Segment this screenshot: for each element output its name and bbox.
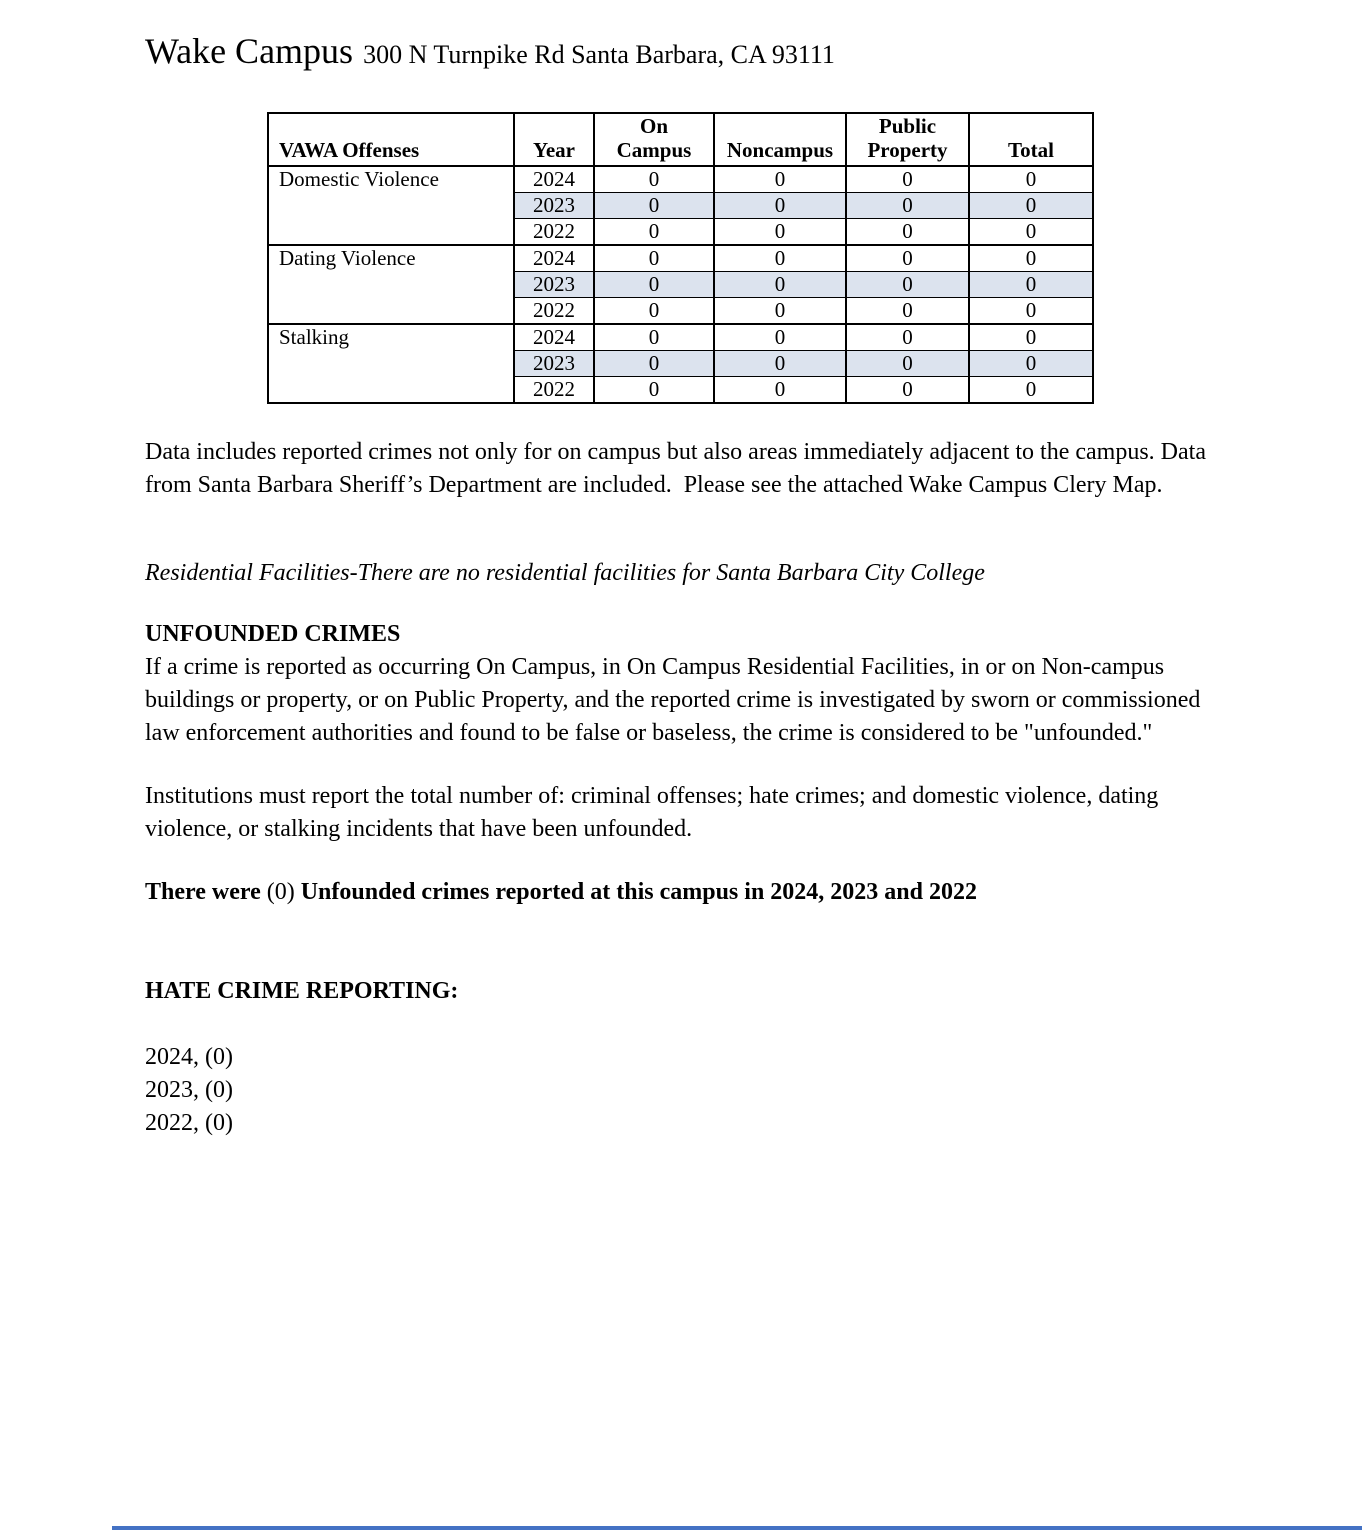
statement-prefix: There were xyxy=(145,879,267,906)
vawa-table-header xyxy=(268,113,1093,166)
table-cell: 0 xyxy=(846,377,969,404)
table-cell: 0 xyxy=(846,166,969,193)
table-cell: 0 xyxy=(969,272,1093,298)
offense-cell-stalking: Stalking xyxy=(268,324,514,403)
unfounded-crimes-paragraph: If a crime is reported as occurring On Campus, in On Campus Residential Facilities, in or on Non-campus buildings or property, or on Public Property, and the reported crime is investigated by sworn or commissioned law enforcement authorities and found to be false or baseless, the crime is considered to be "unfounded." xyxy=(145,654,1207,747)
institutions-report-paragraph: Institutions must report the total number of: criminal offenses; hate crimes; and domestic violence, dating violence, or stalking incidents that have been unfounded. xyxy=(145,783,1165,843)
table-cell: 0 xyxy=(969,245,1093,272)
hate-crime-year-line: 2022, (0) xyxy=(145,1110,233,1137)
unfounded-statement xyxy=(145,876,1217,909)
column-header-on-campus: On Campus xyxy=(594,113,714,166)
table-cell: 2022 xyxy=(514,219,594,246)
table-cell: 2024 xyxy=(514,166,594,193)
hate-crime-years-list xyxy=(145,1041,1217,1140)
clipped-bottom-rule xyxy=(112,1526,1362,1530)
column-header-noncampus: Noncampus xyxy=(714,113,846,166)
table-row xyxy=(268,245,1093,272)
table-cell: 0 xyxy=(969,351,1093,377)
table-cell: 0 xyxy=(594,245,714,272)
table-cell: 0 xyxy=(714,351,846,377)
table-cell: 0 xyxy=(714,166,846,193)
table-cell: 2022 xyxy=(514,298,594,325)
table-cell: 0 xyxy=(969,298,1093,325)
unfounded-crimes-section xyxy=(145,618,1217,750)
table-cell: 0 xyxy=(969,193,1093,219)
table-cell: 0 xyxy=(714,298,846,325)
data-note-paragraph: Data includes reported crimes not only for on campus but also areas immediately adjacent to the campus. Data from Santa Barbara Sheriff’s Department are included. Please see the attached Wake Campus Clery Map. xyxy=(145,439,1212,499)
table-cell: 0 xyxy=(714,193,846,219)
table-cell: 0 xyxy=(969,377,1093,404)
table-row xyxy=(268,324,1093,351)
table-cell: 2023 xyxy=(514,272,594,298)
hate-crime-year-line: 2023, (0) xyxy=(145,1077,233,1104)
campus-name: Wake Campus xyxy=(145,31,354,71)
table-row xyxy=(268,166,1093,193)
table-cell: 0 xyxy=(846,245,969,272)
table-cell: 0 xyxy=(594,193,714,219)
hate-crime-reporting-heading: HATE CRIME REPORTING: xyxy=(145,978,459,1005)
table-cell: 2023 xyxy=(514,193,594,219)
table-cell: 0 xyxy=(846,298,969,325)
table-cell: 0 xyxy=(714,219,846,246)
column-header-year: Year xyxy=(514,113,594,166)
table-cell: 0 xyxy=(594,377,714,404)
table-cell: 0 xyxy=(594,219,714,246)
table-cell: 0 xyxy=(846,219,969,246)
hate-crime-year-line: 2024, (0) xyxy=(145,1044,233,1071)
table-cell: 0 xyxy=(594,324,714,351)
table-cell: 0 xyxy=(846,193,969,219)
table-cell: 0 xyxy=(969,324,1093,351)
table-cell: 0 xyxy=(969,166,1093,193)
campus-address: 300 N Turnpike Rd Santa Barbara, CA 93111 xyxy=(363,40,835,69)
offense-cell-domestic-violence: Domestic Violence xyxy=(268,166,514,245)
table-cell: 0 xyxy=(594,351,714,377)
statement-suffix: Unfounded crimes reported at this campus in 2024, 2023 and 2022 xyxy=(294,879,977,906)
table-cell: 2024 xyxy=(514,324,594,351)
column-header-public-property: Public Property xyxy=(846,113,969,166)
offense-cell-dating-violence: Dating Violence xyxy=(268,245,514,324)
table-cell: 0 xyxy=(846,324,969,351)
table-cell: 2022 xyxy=(514,377,594,404)
column-header-total: Total xyxy=(969,113,1093,166)
table-cell: 0 xyxy=(846,351,969,377)
table-cell: 0 xyxy=(594,298,714,325)
table-cell: 0 xyxy=(594,272,714,298)
table-cell: 0 xyxy=(969,219,1093,246)
vawa-offenses-table xyxy=(267,112,1094,404)
residential-facilities-note: Residential Facilities-There are no residential facilities for Santa Barbara City College xyxy=(145,560,985,587)
table-cell: 2023 xyxy=(514,351,594,377)
table-cell: 0 xyxy=(714,377,846,404)
statement-count: (0) xyxy=(266,879,295,906)
page-title xyxy=(145,30,1217,72)
table-cell: 0 xyxy=(714,245,846,272)
table-cell: 0 xyxy=(714,272,846,298)
table-cell: 0 xyxy=(594,166,714,193)
column-header-vawa-offenses: VAWA Offenses xyxy=(268,113,514,166)
table-cell: 0 xyxy=(714,324,846,351)
table-cell: 2024 xyxy=(514,245,594,272)
unfounded-crimes-heading: UNFOUNDED CRIMES xyxy=(145,621,401,648)
table-cell: 0 xyxy=(846,272,969,298)
